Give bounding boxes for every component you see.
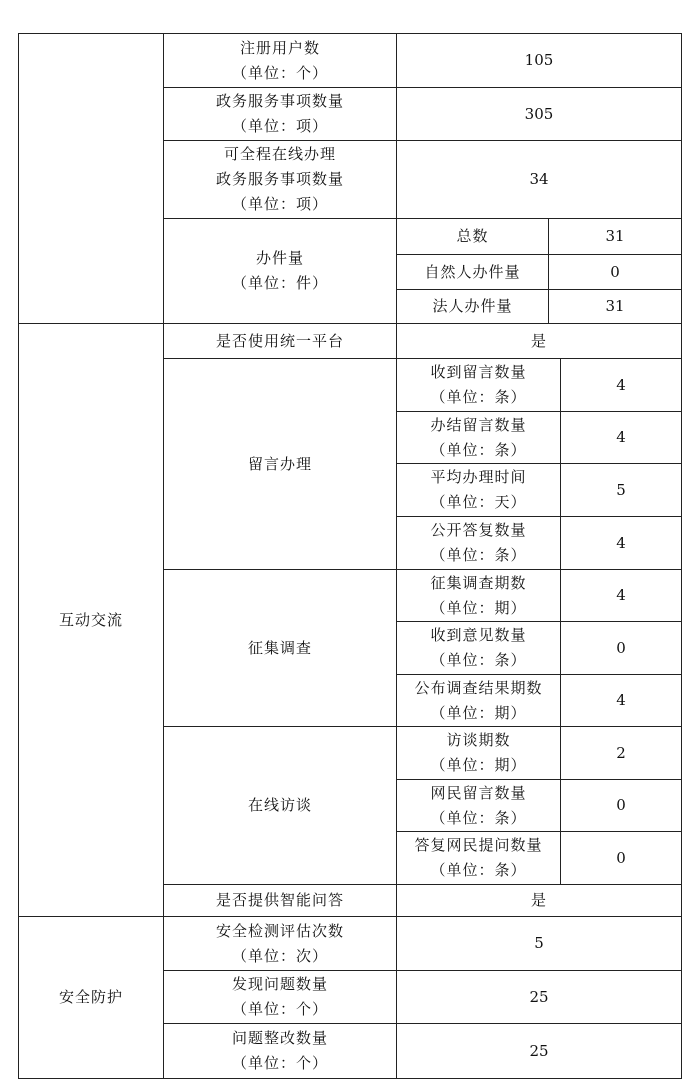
- label-avg-time: [397, 464, 560, 516]
- value-registered-users: 105: [524, 51, 554, 69]
- section-security: 安全防护: [58, 988, 123, 1006]
- label-line: （单位：项）: [231, 195, 328, 213]
- label-line: 办结留言数量: [430, 415, 527, 434]
- label-line: 办件量: [255, 249, 304, 267]
- label-online-service-items: [164, 141, 396, 218]
- label-line: 政务服务事项数量: [215, 170, 344, 188]
- value-avg-time: 5: [616, 480, 626, 499]
- group-online-interview: 在线访谈: [247, 796, 312, 814]
- label-line: （单位：条）: [430, 388, 527, 406]
- label-line: 可全程在线办理: [223, 145, 336, 163]
- label-line: （单位：条）: [430, 546, 527, 564]
- value-natural-person: 0: [610, 262, 620, 281]
- value-messages-received: 4: [616, 375, 626, 394]
- value-total: 31: [605, 227, 625, 245]
- label-opinions-received: [397, 622, 560, 674]
- label-line: （单位：天）: [430, 493, 527, 511]
- label-line: （单位：项）: [231, 117, 328, 135]
- value-public-replies: 4: [616, 533, 626, 552]
- value-smart-qa: 是: [530, 891, 547, 909]
- label-messages-received: [397, 359, 560, 411]
- label-line: （单位：条）: [430, 440, 527, 459]
- table-border-right: [681, 33, 682, 1079]
- value-online-service-items: 34: [529, 170, 549, 188]
- label-public-replies: [397, 517, 560, 569]
- label-line: 平均办理时间: [430, 468, 527, 486]
- label-case-volume: [164, 219, 396, 323]
- value-survey-periods: 4: [616, 586, 626, 604]
- label-survey-periods: [397, 570, 560, 621]
- label-line: （单位：次）: [231, 946, 328, 965]
- label-service-items: [164, 88, 396, 140]
- group-message-handling: 留言办理: [247, 454, 312, 473]
- value-interview-periods: 2: [616, 743, 626, 762]
- label-line: （单位：条）: [430, 808, 527, 827]
- label-line: 政务服务事项数量: [215, 92, 344, 110]
- label-line: 注册用户数: [239, 38, 320, 57]
- label-legal-person: 法人办件量: [432, 297, 513, 315]
- label-line: 收到留言数量: [430, 363, 527, 381]
- label-line: 公开答复数量: [430, 521, 527, 539]
- label-smart-qa: 是否提供智能问答: [215, 891, 344, 909]
- table-border-bottom: [18, 1078, 682, 1079]
- label-natural-person: 自然人办件量: [424, 262, 521, 281]
- label-unified-platform: 是否使用统一平台: [215, 331, 344, 350]
- label-line: 收到意见数量: [430, 626, 527, 644]
- label-line: （单位：条）: [430, 651, 527, 669]
- value-results-published: 4: [616, 691, 626, 709]
- label-interview-periods: [397, 727, 560, 779]
- label-line: （单位：个）: [231, 1054, 328, 1072]
- label-security-checks: [164, 917, 396, 970]
- label-line: （单位：个）: [231, 1000, 328, 1018]
- label-questions-answered: [397, 832, 560, 884]
- value-security-checks: 5: [534, 934, 544, 952]
- value-questions-answered: 0: [616, 848, 626, 867]
- label-issues-found: [164, 971, 396, 1023]
- value-legal-person: 31: [605, 297, 625, 315]
- label-line: 发现问题数量: [231, 975, 328, 993]
- label-line: 网民留言数量: [430, 783, 527, 802]
- value-issues-fixed: 25: [529, 1041, 549, 1060]
- value-messages-closed: 4: [616, 428, 626, 446]
- label-results-published: [397, 675, 560, 726]
- value-netizen-messages: 0: [616, 796, 626, 814]
- label-line: 问题整改数量: [231, 1029, 328, 1047]
- label-line: 访谈期数: [446, 731, 511, 749]
- label-line: （单位：期）: [430, 756, 527, 774]
- label-total: 总数: [456, 227, 489, 245]
- label-line: 公布调查结果期数: [414, 678, 543, 697]
- label-line: （单位：期）: [430, 703, 527, 722]
- label-messages-closed: [397, 412, 560, 463]
- label-line: （单位：件）: [231, 274, 328, 292]
- value-issues-found: 25: [529, 987, 549, 1006]
- group-survey: 征集调查: [247, 638, 312, 657]
- label-line: 答复网民提问数量: [414, 836, 543, 854]
- label-line: （单位：期）: [430, 598, 527, 617]
- label-line: 安全检测评估次数: [215, 921, 344, 940]
- value-unified-platform: 是: [530, 331, 547, 350]
- label-line: （单位：个）: [231, 63, 328, 82]
- label-line: 征集调查期数: [430, 573, 527, 592]
- label-netizen-messages: [397, 780, 560, 831]
- value-opinions-received: 0: [616, 638, 626, 657]
- label-issues-fixed: [164, 1024, 396, 1078]
- label-registered-users: [164, 34, 396, 87]
- label-line: （单位：条）: [430, 861, 527, 879]
- section-interaction: 互动交流: [58, 610, 123, 629]
- value-service-items: 305: [524, 104, 554, 123]
